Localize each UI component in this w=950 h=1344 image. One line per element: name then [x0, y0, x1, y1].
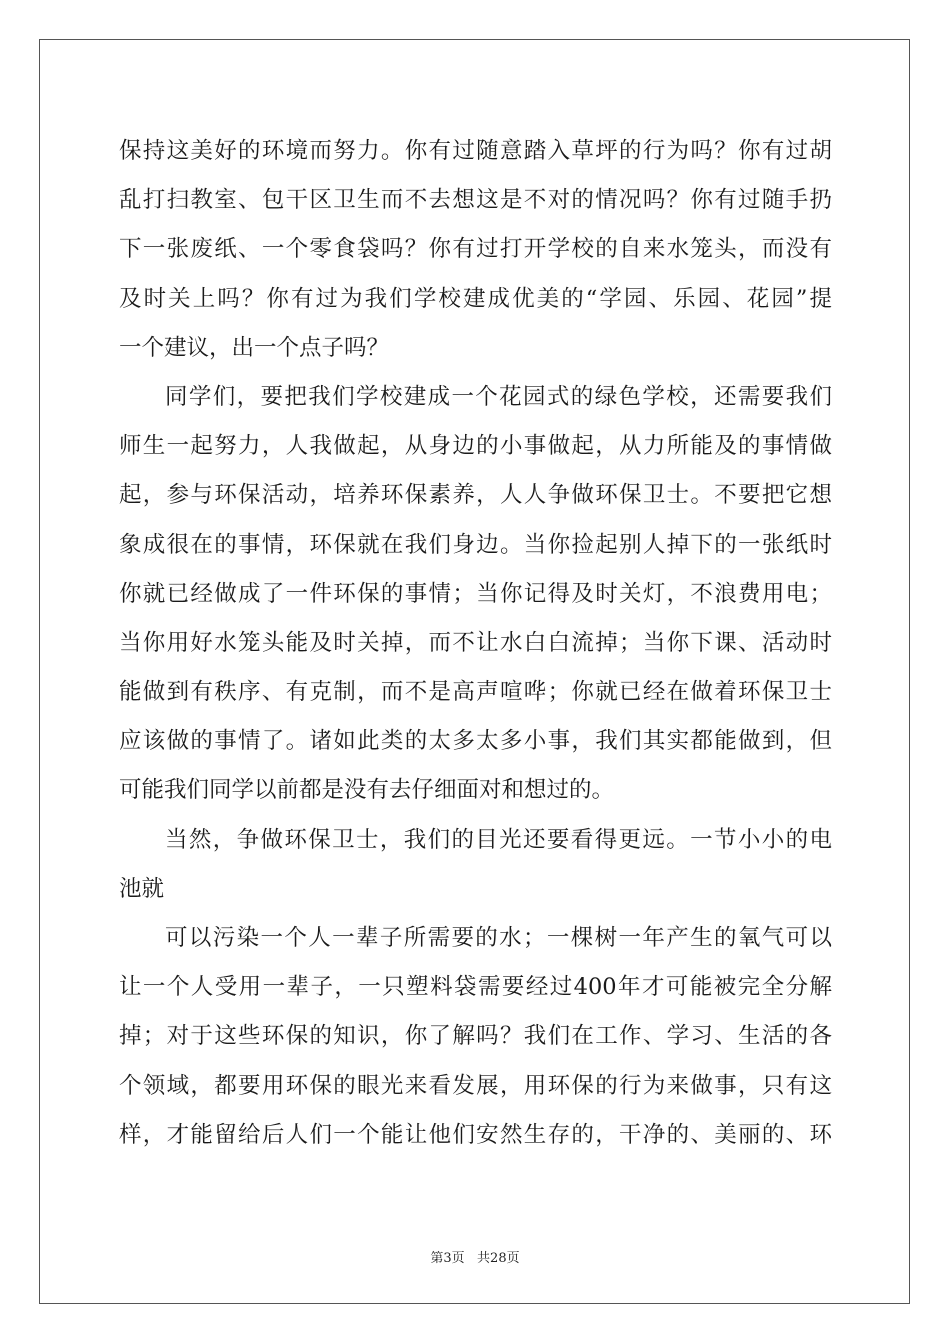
text-line: 及时关上吗？你有过为我们学校建成优美的“学园、乐园、花园”提: [119, 285, 832, 312]
page-number-footer: 第3页 共28页: [430, 1251, 520, 1266]
text-line: 应该做的事情了。诸如此类的太多太多小事，我们其实都能做到，但: [119, 728, 832, 755]
text-line: 保持这美好的环境而努力。你有过随意踏入草坪的行为吗？你有过胡: [119, 138, 832, 164]
text-line: 样，才能留给后人们一个能让他们安然生存的，干净的、美丽的、环: [119, 1121, 832, 1148]
text-line: 可能我们同学以前都是没有去仔细面对和想过的。: [119, 777, 615, 804]
text-line: 同学们，要把我们学校建成一个花园式的绿色学校，还需要我们: [165, 383, 832, 410]
text-line: 师生一起努力，人我做起，从身边的小事做起，从力所能及的事情做: [119, 433, 832, 460]
text-line: 一个建议，出一个点子吗？: [119, 334, 390, 361]
text-line: 你就已经做成了一件环保的事情；当你记得及时关灯，不浪费用电；: [119, 580, 832, 607]
text-line: 当然，争做环保卫士，我们的目光还要看得更远。一节小小的电: [165, 826, 832, 853]
text-line: 乱打扫教室、包干区卫生而不去想这是不对的情况吗？你有过随手扔: [119, 187, 832, 214]
document-body: [119, 127, 832, 1160]
text-line: 可以污染一个人一辈子所需要的水；一棵树一年产生的氧气可以: [165, 925, 832, 951]
text-line: 池就: [119, 875, 165, 902]
text-line: 起，参与环保活动，培养环保素养，人人争做环保卫士。不要把它想: [119, 482, 832, 509]
text-line: 掉；对于这些环保的知识，你了解吗？我们在工作、学习、生活的各: [119, 1023, 832, 1050]
text-line: 当你用好水笼头能及时关掉，而不让水白白流掉；当你下课、活动时: [119, 629, 832, 656]
text-line: 让一个人受用一辈子，一只塑料袋需要经过400年才可能被完全分解: [119, 974, 832, 1001]
text-line: 个领域，都要用环保的眼光来看发展，用环保的行为来做事，只有这: [119, 1072, 832, 1099]
text-line: 下一张废纸、一个零食袋吗？你有过打开学校的自来水笼头，而没有: [119, 236, 832, 263]
text-line: 象成很在的事情，环保就在我们身边。当你捡起别人掉下的一张纸时: [119, 531, 832, 558]
text-line: 能做到有秩序、有克制，而不是高声喧哗；你就已经在做着环保卫士: [119, 679, 832, 706]
